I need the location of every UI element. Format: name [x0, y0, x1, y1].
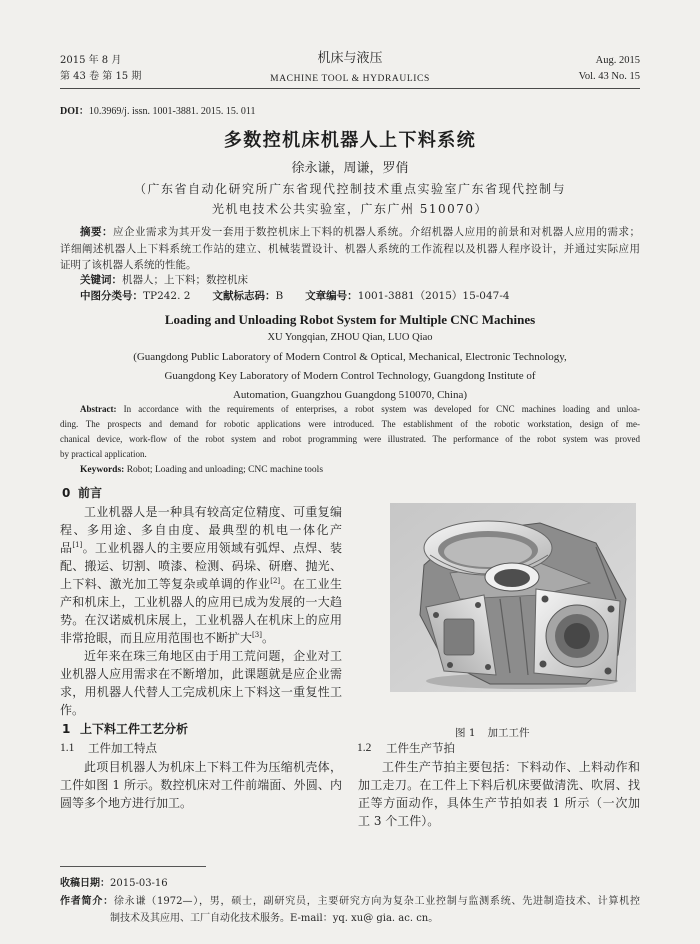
clc-label: 中图分类号： [80, 290, 143, 302]
author-bio-line-2: 制技术及其应用、工厂自动化技术服务。E-mail：yq. xu@ gia. ac. cn。 [110, 913, 439, 924]
header-rule [60, 88, 640, 89]
abstract-cn-line-3: 证明了该机器人系统的性能。 [60, 259, 197, 271]
square-flange [534, 589, 620, 681]
article-number-value: 1001-3881（2015）15-047-4 [357, 290, 510, 302]
section-1-title: 上下料工件工艺分析 [80, 722, 189, 736]
footnote-rule [60, 866, 206, 867]
para1-line-3-pre: 品 [60, 541, 73, 555]
subsection-1-2-title: 工件生产节拍 [386, 741, 455, 755]
citation-2: [2] [270, 577, 281, 585]
doi-label: DOI： [60, 106, 89, 117]
header-date-cn: 2015 年 8 月 [60, 55, 122, 66]
para1-line-5-post: 。在工业生 [280, 577, 342, 591]
header-journal-en: MACHINE TOOL & HYDRAULICS [270, 74, 430, 84]
sub1-1-line-1: 此项目机器人为机床上下料工件为压缩机壳体， [84, 760, 342, 774]
para1-line-5 [60, 577, 342, 593]
figure-1-caption [455, 727, 530, 741]
doc-code-value: B [275, 290, 284, 302]
section-1-number: 1 [62, 722, 71, 736]
abstract-en-line-3: chanical device, work-flow of the robot system and robot programming were illustrated. The performance of the robot system was proved [60, 434, 640, 444]
citation-1: [1] [72, 541, 83, 549]
figure-1-caption-text: 加工工件 [487, 727, 530, 739]
keywords-en-value: Robot; Loading and unloading; CNC machine tools [126, 465, 324, 475]
title-en: Loading and Unloading Robot System for Multiple CNC Machines [164, 312, 536, 327]
classification-line [80, 290, 510, 304]
para1-line-2: 程、多用途、多自由度、最典型的机电一体化产 [60, 523, 342, 537]
abstract-cn-label: 摘要： [80, 226, 113, 238]
para2-line-4: 作。 [60, 703, 85, 717]
section-0-number: 0 [62, 486, 71, 500]
section-0-title: 前言 [78, 486, 103, 500]
keywords-cn-label: 关键词： [80, 274, 122, 286]
figure-1 [390, 503, 636, 692]
para1-line-8-pre: 非常抢眼，而且应用范围也不断扩大 [60, 631, 253, 645]
affiliation-cn-line-1: （广东省自动化研究所广东省现代控制技术重点实验室广东省现代控制与 [133, 182, 566, 196]
affiliation-en-line-2: Guangdong Key Laboratory of Modern Control Technology, Guangdong Institute of [164, 370, 536, 382]
abstract-en-text: In accordance with the requirements of enterprises, a robot system was developed for CNC machines loading and unloa- [123, 404, 640, 414]
para1-line-5-pre: 上下料、激光加工等复杂或单调的作业 [60, 577, 271, 591]
para1-line-3-post: 。工业机器人的主要应用领域有弧焊、点焊、装 [82, 541, 342, 555]
abstract-en-label: Abstract: [80, 404, 117, 414]
abstract-cn-text: 应企业需求为其开发一套用于数控机床上下料的机器人系统。介绍机器人应用的前景和对机器人应用的需求； [112, 226, 641, 238]
para2-line-3: 求，用机器人代替人工完成机床上下料这一重复性工 [60, 685, 342, 699]
subsection-1-1-number: 1.1 [60, 742, 75, 754]
keywords-cn-value: 机器人；上下料；数控机床 [122, 274, 248, 286]
article-number-label: 文章编号： [305, 290, 358, 302]
clc-value: TP242. 2 [143, 290, 191, 302]
author-bio-label: 作者简介： [60, 896, 114, 907]
author-bio-line-1 [60, 895, 640, 908]
sub1-1-line-2: 工件如图 1 所示。数控机床对工件前端面、外圆、内 [60, 778, 342, 792]
affiliation-cn-line-2: 光机电技术公共实验室，广东广州 510070） [211, 202, 489, 216]
sub1-2-line-1: 工件生产节拍主要包括：下料动作、上料动作和 [382, 760, 640, 774]
received-date [60, 877, 168, 890]
top-ring-flange [424, 521, 552, 575]
received-label: 收稿日期： [60, 878, 110, 889]
authors-en: XU Yongqian, ZHOU Qian, LUO Qiao [267, 332, 433, 343]
author-bio-text-1: 徐永谦（1972—），男，硕士，副研究员，主要研究方向为复杂工业控制与监测系统、先进制造技术、计算机控 [113, 896, 641, 907]
header-volume-cn: 第 43 卷 第 15 期 [60, 71, 142, 82]
para2-line-1: 近年来在珠三角地区由于用工荒问题，企业对工 [84, 649, 342, 663]
sub1-2-line-3: 正等方面动作，具体生产节拍如表 1 所示（一次加 [358, 796, 640, 810]
header-journal-cn: 机床与液压 [317, 51, 383, 66]
sub1-2-line-4: 工 3 个工件）。 [358, 814, 440, 828]
para1-line-8 [60, 631, 274, 647]
keywords-en [80, 464, 323, 476]
abstract-en-line-4: by practical application. [60, 449, 147, 459]
center-bore [485, 563, 539, 591]
abstract-cn-line-2: 详细阐述机器人上下料系统工作站的建立、机械装置设计、机器人系统的工作流程以及机器人程序设计，并通过实际应用 [60, 243, 640, 255]
para1-line-7: 势。在汉诺威机床展上，工业机器人在机床上的应用 [60, 613, 342, 627]
subsection-1-1-title: 工件加工特点 [88, 741, 157, 755]
sub1-2-line-2: 加工走刀。在工件上下料后机床要做清洗、吹屑、找 [358, 778, 640, 792]
keywords-cn [80, 274, 248, 288]
header-date-en: Aug. 2015 [595, 55, 640, 66]
abstract-cn-line-1 [80, 226, 640, 240]
header-volume-en: Vol. 43 No. 15 [578, 71, 640, 82]
title-cn: 多数控机床机器人上下料系统 [223, 130, 477, 151]
doi-line [60, 105, 255, 118]
doi-value: 10.3969/j. issn. 1001-3881. 2015. 15. 011 [88, 106, 256, 117]
figure-1-label: 图 1 [455, 727, 476, 739]
abstract-en-line-1 [80, 404, 640, 416]
received-value: 2015-03-16 [110, 878, 168, 889]
abstract-en-line-2: ding. The prospects and demand for robotic applications were introduced. The establishment of the robotic workstation, design of me- [60, 419, 640, 429]
para1-line-8-post: 。 [261, 631, 274, 645]
figure-1-image [390, 503, 636, 692]
para1-line-3 [60, 541, 342, 557]
subsection-1-2-number: 1.2 [357, 742, 372, 754]
para2-line-2: 业机器人应用需求在不断增加，此课题就是应企业需 [60, 667, 342, 681]
affiliation-en-line-1: (Guangdong Public Laboratory of Modern Control & Optical, Mechanical, Electronic Technology, [133, 351, 567, 363]
affiliation-en-line-3: Automation, Guangzhou Guangdong 510070, China) [232, 389, 468, 401]
doc-code-label: 文献标志码： [212, 290, 276, 302]
authors-cn: 徐永谦，周谦，罗俏 [291, 161, 409, 176]
keywords-en-label: Keywords: [80, 465, 125, 475]
citation-3: [3] [252, 631, 262, 639]
para1-line-6: 产和机床上，工业机器人的应用已成为发展的一大趋 [60, 595, 342, 609]
sub1-1-line-3: 圆等多个地方进行加工。 [60, 796, 193, 810]
para1-line-1: 工业机器人是一种具有较高定位精度、可重复编 [84, 505, 342, 519]
para1-line-4: 配、搬运、切割、喷漆、检测、码垛、研磨、抛光、 [60, 559, 342, 573]
